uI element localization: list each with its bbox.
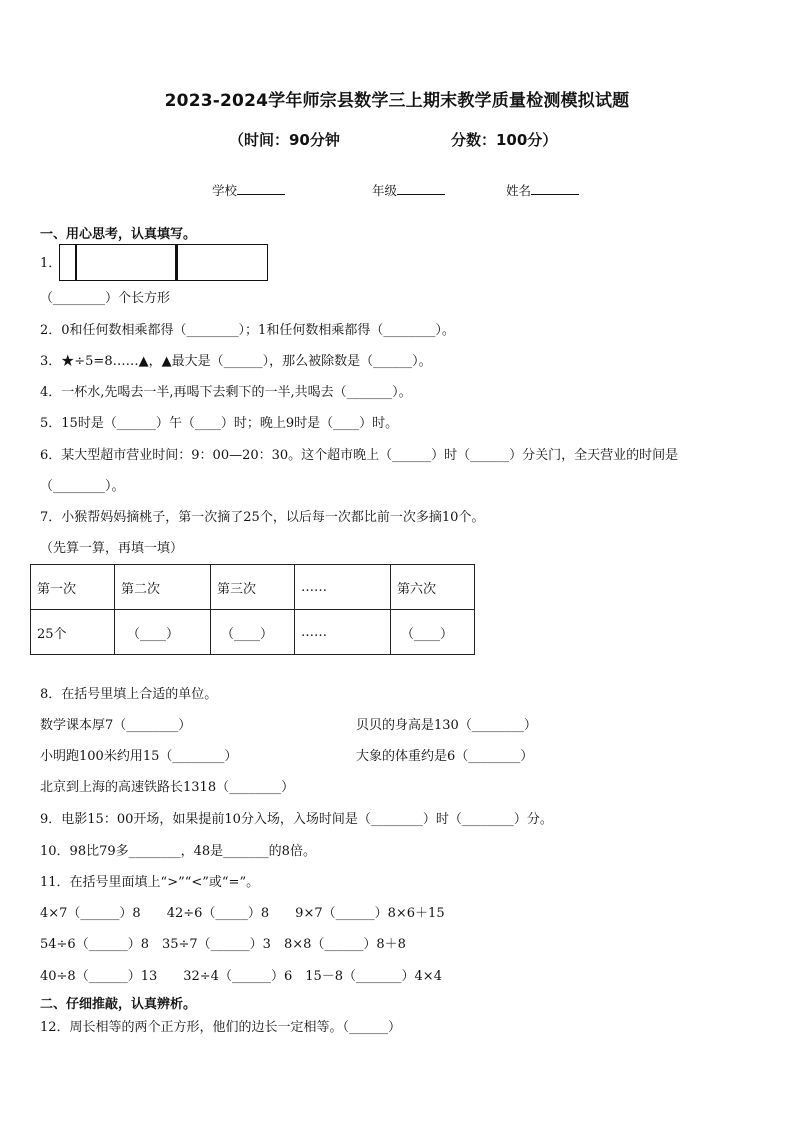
section-2-heading: 二、仔细推敲，认真辨析。 — [40, 997, 197, 1012]
table-header-cell: 第三次 — [211, 565, 295, 610]
question-8-item: 大象的体重约是6（________） — [356, 749, 534, 764]
rectangle-divider — [175, 244, 178, 281]
question-8-intro: 8．在括号里填上合适的单位。 — [40, 687, 218, 702]
question-12: 12．周长相等的两个正方形，他们的边长一定相等。（______） — [40, 1020, 402, 1035]
table-cell: （____） — [211, 610, 295, 655]
table-cell: （____） — [115, 610, 211, 655]
question-1-number: 1． — [40, 256, 62, 271]
school-blank[interactable] — [237, 182, 285, 195]
table-row — [31, 610, 475, 655]
name-blank[interactable] — [531, 182, 579, 195]
time-label: （时间：90分钟 — [229, 131, 340, 149]
table-header-cell: 第一次 — [31, 565, 115, 610]
question-11-row: 54÷6（______）8 35÷7（______）3 8×8（______）8＋8 — [40, 937, 406, 952]
table-header-cell: 第二次 — [115, 565, 211, 610]
school-label: 学校 — [212, 183, 238, 198]
question-8-item: 北京到上海的高速铁路长1318（________） — [40, 780, 295, 795]
table-row — [31, 565, 475, 610]
question-4: 4．一杯水,先喝去一半,再喝下去剩下的一半,共喝去（_______）。 — [40, 385, 412, 400]
table-header-cell: …… — [295, 565, 391, 610]
question-1-answer: （________）个长方形 — [40, 291, 171, 306]
question-11-row: 4×7（______）8 42÷6（_____）8 9×7（______）8×6＋15 — [40, 906, 445, 921]
score-label: 分数：100分） — [451, 131, 558, 149]
question-3: 3．★÷5=8……▲，▲最大是（______），那么被除数是（______）。 — [40, 354, 432, 369]
question-8-item: 贝贝的身高是130（________） — [356, 718, 537, 733]
name-label: 姓名 — [506, 183, 532, 198]
section-1-heading: 一、用心思考，认真填写。 — [40, 227, 197, 242]
grade-field — [372, 181, 445, 199]
question-7-line-2: （先算一算，再填一填） — [40, 541, 184, 556]
grade-label: 年级 — [372, 183, 398, 198]
question-11-intro: 11．在括号里面填上“>”“<”或“=”。 — [40, 875, 260, 890]
rectangle-divider — [75, 244, 77, 281]
table-cell: …… — [295, 610, 391, 655]
grade-blank[interactable] — [397, 182, 445, 195]
question-8-item: 小明跑100米约用15（________） — [40, 749, 238, 764]
question-8-item: 数学课本厚7（________） — [40, 718, 192, 733]
table-cell: （____） — [391, 610, 475, 655]
question-5: 5．15时是（______）午（____）时；晚上9时是（____）时。 — [40, 416, 399, 431]
question-2: 2．0和任何数相乘都得（________）；1和任何数相乘都得（________）。 — [40, 323, 455, 338]
question-9: 9．电影15：00开场，如果提前10分入场，入场时间是（________）时（________）分。 — [40, 812, 553, 827]
question-11-row: 40÷8（______）13 32÷4（______）6 15－8（_______）4×4 — [40, 969, 442, 984]
question-7-line-1: 7．小猴帮妈妈摘桃子，第一次摘了25个，以后每一次都比前一次多摘10个。 — [40, 510, 485, 525]
page-title: 2023-2024学年师宗县数学三上期末教学质量检测模拟试题 — [164, 91, 630, 111]
table-header-cell: 第六次 — [391, 565, 475, 610]
school-field — [212, 181, 285, 199]
question-6-line-1: 6．某大型超市营业时间：9：00—20：30。这个超市晚上（______）时（______）分关门，全天营业的时间是 — [40, 448, 679, 463]
question-10: 10．98比79多________，48是_______的8倍。 — [40, 844, 316, 859]
name-field — [506, 181, 579, 199]
question-6-line-2: （________）。 — [40, 479, 125, 494]
table-cell: 25个 — [31, 610, 115, 655]
rectangle-figure — [59, 244, 268, 281]
peach-table — [30, 564, 475, 655]
